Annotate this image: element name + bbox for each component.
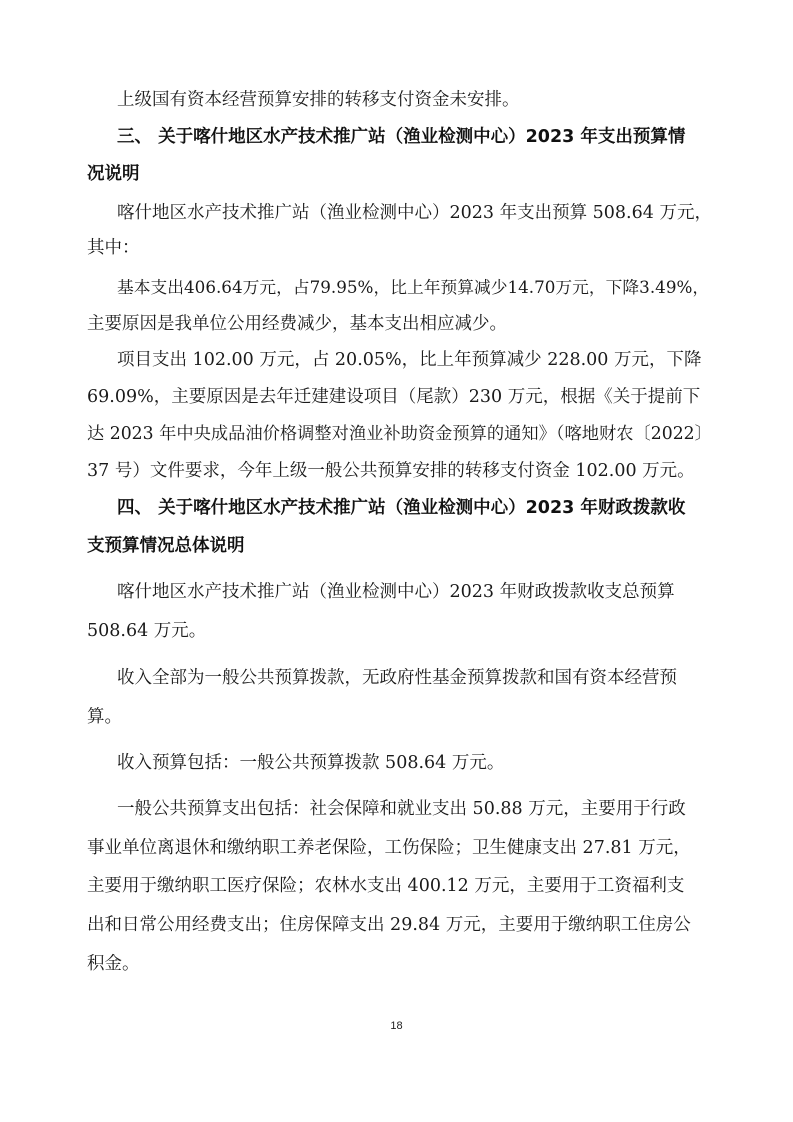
paragraph-line: 积金。 [87,954,140,974]
paragraph-line: 喀什地区水产技术推广站（渔业检测中心）2023 年支出预算 508.64 万元， [117,203,712,223]
paragraph-line: 508.64 万元。 [87,621,207,641]
paragraph-line: 上级国有资本经营预算安排的转移支付资金未安排。 [117,90,520,110]
paragraph-line: 喀什地区水产技术推广站（渔业检测中心）2023 年财政拨款收支总预算 [117,582,675,602]
paragraph-line: 69.09%，主要原因是去年迁建建设项目（尾款）230 万元，根据《关于提前下 [87,387,701,407]
section-heading: 况说明 [87,164,140,184]
paragraph-line: 主要用于缴纳职工医疗保险；农林水支出 400.12 万元，主要用于工资福利支 [87,876,685,896]
paragraph-line: 算。 [87,707,122,727]
paragraph-line: 达 2023 年中央成品油价格调整对渔业补助资金预算的通知》（喀地财农〔2022〕 [87,424,712,444]
paragraph-line: 主要原因是我单位公用经费减少，基本支出相应减少。 [87,314,507,334]
paragraph-line: 37 号）文件要求，今年上级一般公共预算安排的转移支付资金 102.00 万元。 [87,461,695,481]
paragraph-line: 出和日常公用经费支出；住房保障支出 29.84 万元，主要用于缴纳职工住房公 [87,915,691,935]
paragraph-line: 事业单位离退休和缴纳职工养老保险，工伤保险；卫生健康支出 27.81 万元， [87,838,691,858]
paragraph-line: 收入预算包括：一般公共预算拨款 508.64 万元。 [117,753,505,773]
page-number: 18 [390,1020,403,1032]
paragraph-line: 一般公共预算支出包括：社会保障和就业支出 50.88 万元，主要用于行政 [117,799,686,819]
section-heading: 支预算情况总体说明 [87,536,245,556]
paragraph-line: 项目支出 102.00 万元，占 20.05%，比上年预算减少 228.00 万元，下降 [117,350,702,370]
paragraph-line: 收入全部为一般公共预算拨款，无政府性基金预算拨款和国有资本经营预 [117,668,677,688]
section-heading: 三、 关于喀什地区水产技术推广站（渔业检测中心）2023 年支出预算情 [117,127,686,147]
section-heading: 四、 关于喀什地区水产技术推广站（渔业检测中心）2023 年财政拨款收 [117,498,686,518]
paragraph-line: 其中： [87,238,140,258]
paragraph-line: 基本支出406.64万元，占79.95%，比上年预算减少14.70万元，下降3.49%， [117,277,710,297]
